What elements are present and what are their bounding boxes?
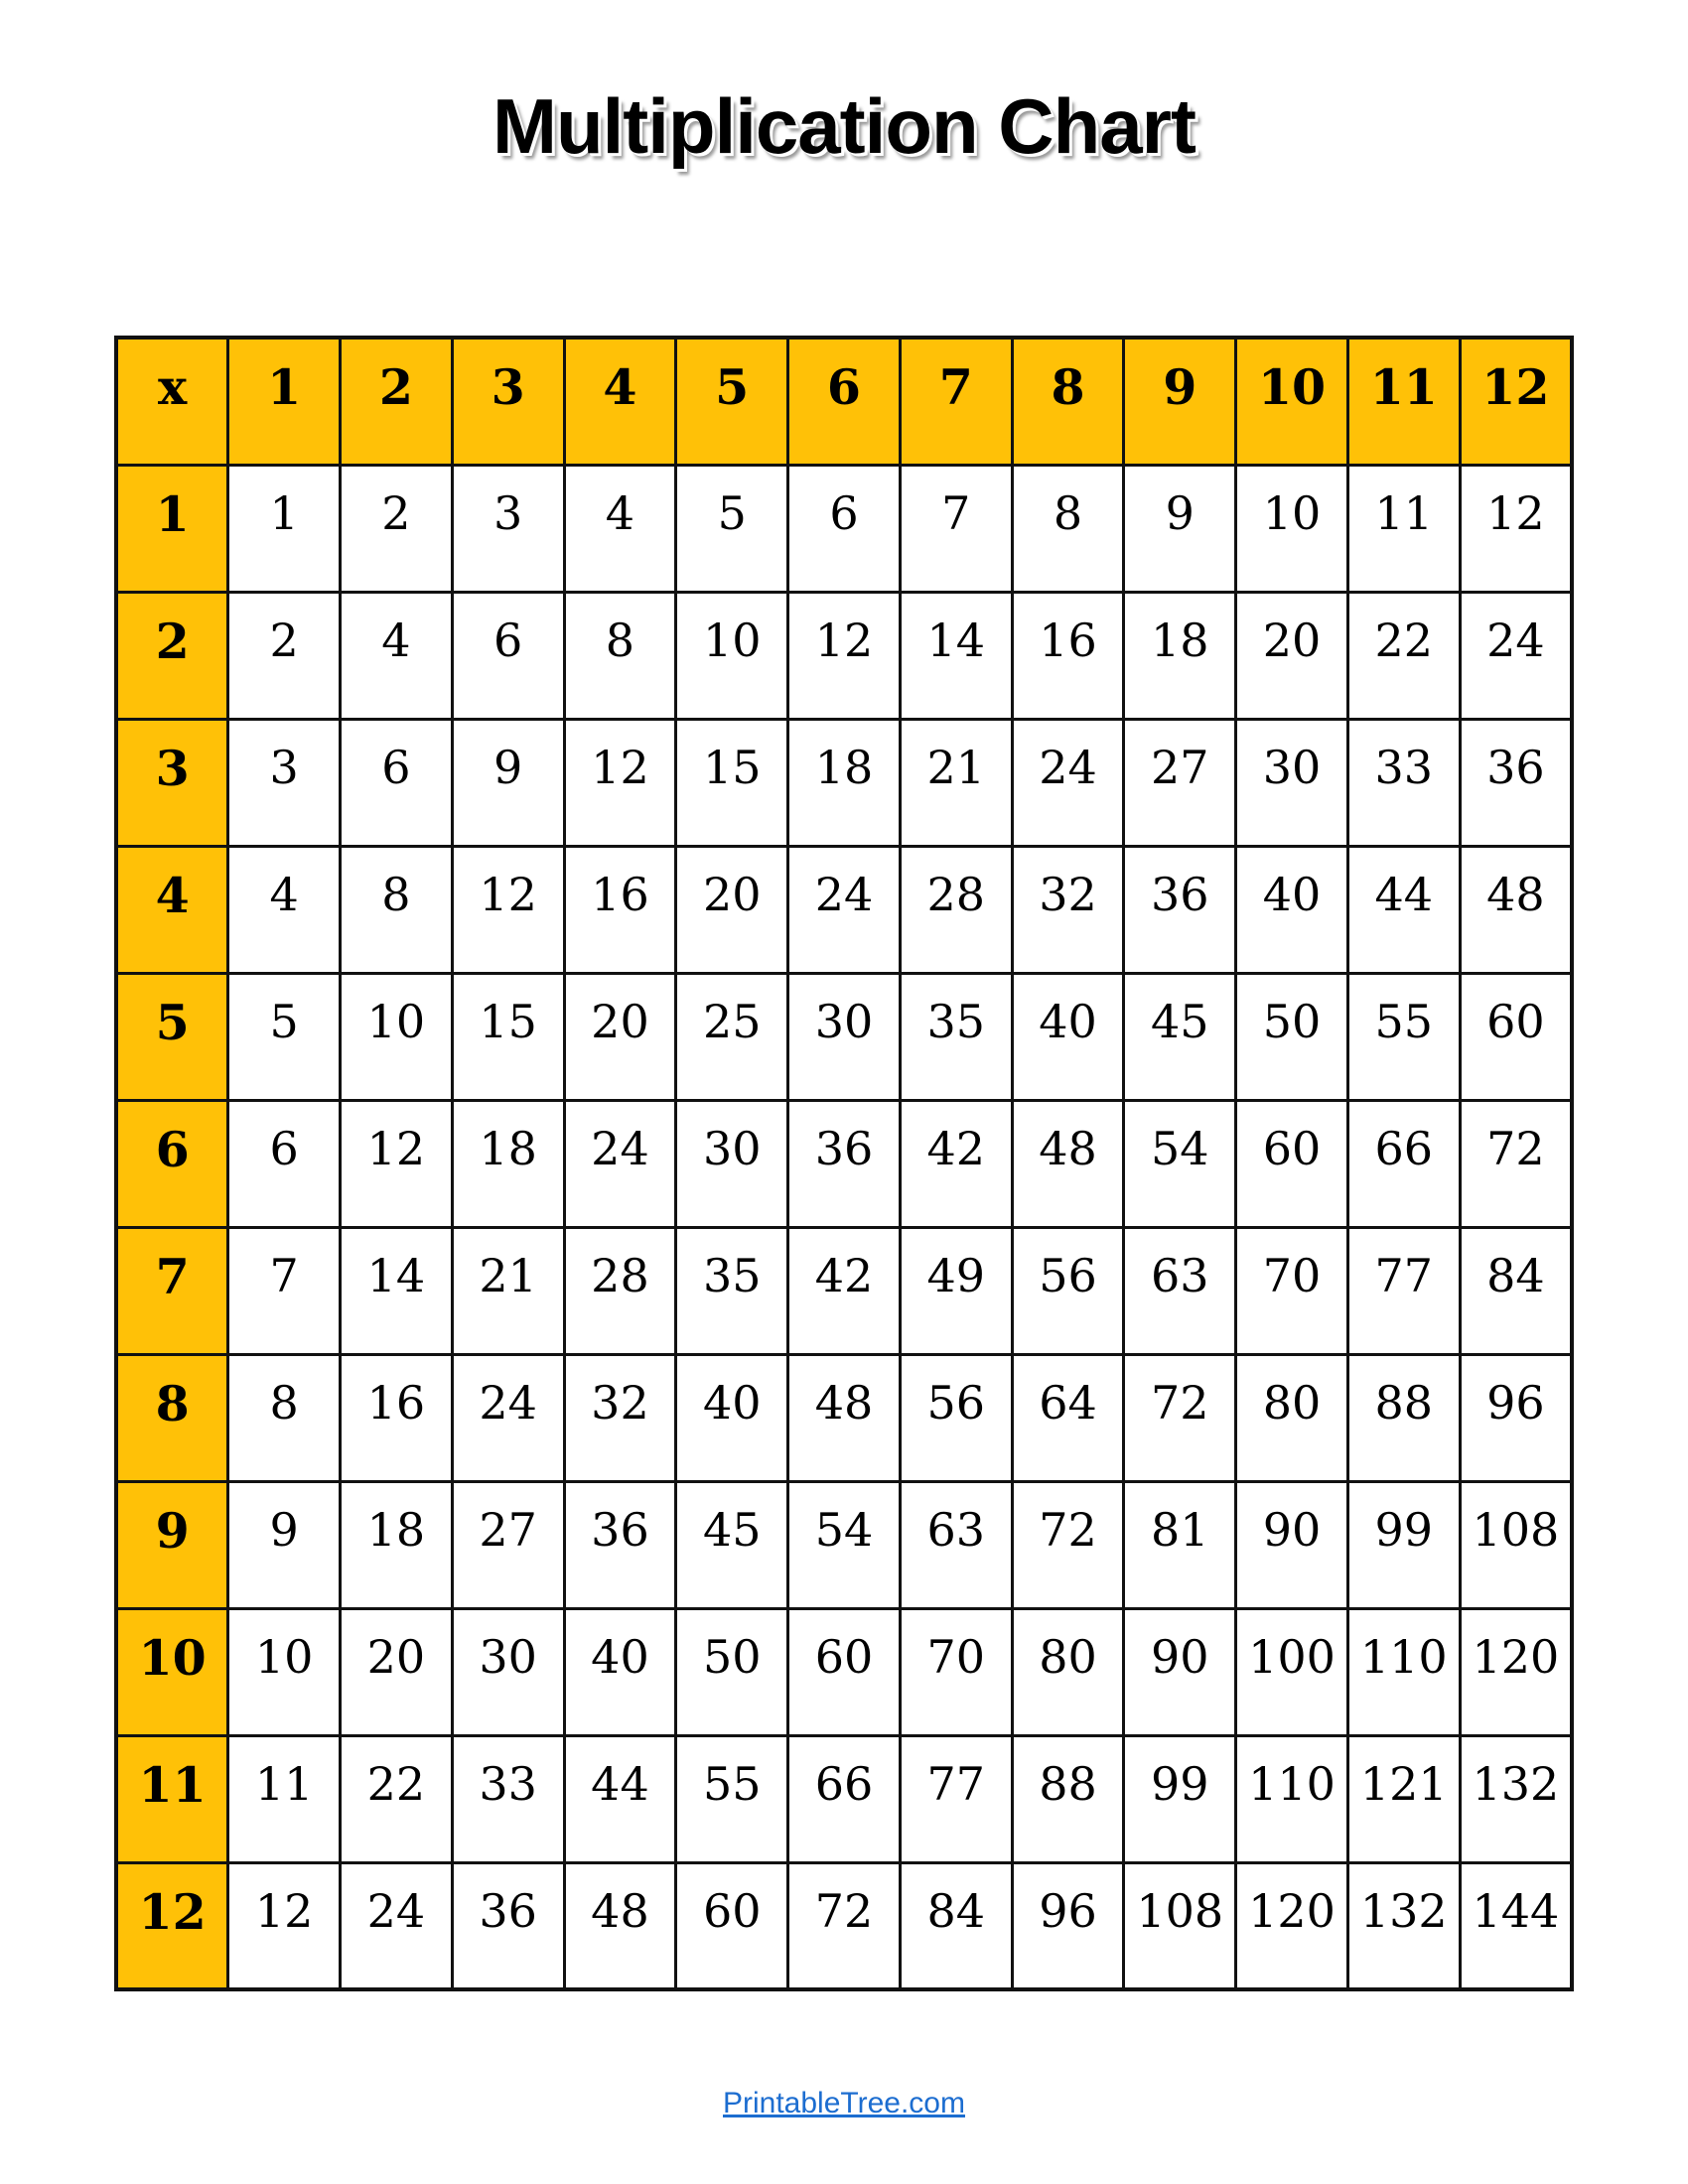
value-cell: 18 [788, 719, 901, 846]
value-cell: 32 [564, 1354, 676, 1481]
col-header-cell-9: 9 [1124, 338, 1236, 465]
row-header-cell-12: 12 [116, 1862, 228, 1989]
value-cell: 21 [452, 1227, 564, 1354]
value-cell: 8 [564, 592, 676, 719]
row-header-cell-9: 9 [116, 1481, 228, 1608]
value-cell: 28 [900, 846, 1012, 973]
row-header-cell-4: 4 [116, 846, 228, 973]
value-cell: 132 [1347, 1862, 1460, 1989]
value-cell: 44 [1347, 846, 1460, 973]
value-cell: 4 [341, 592, 453, 719]
value-cell: 8 [1012, 465, 1124, 592]
table-header-row [116, 338, 1572, 465]
value-cell: 12 [564, 719, 676, 846]
value-cell: 22 [1347, 592, 1460, 719]
value-cell: 12 [452, 846, 564, 973]
value-cell: 60 [1236, 1100, 1348, 1227]
col-header-cell-1: 1 [228, 338, 341, 465]
value-cell: 3 [452, 465, 564, 592]
col-header-cell-11: 11 [1347, 338, 1460, 465]
multiplication-table [114, 336, 1574, 1991]
value-cell: 27 [1124, 719, 1236, 846]
row-header-cell-3: 3 [116, 719, 228, 846]
value-cell: 6 [452, 592, 564, 719]
value-cell: 36 [788, 1100, 901, 1227]
table-row-1 [116, 465, 1572, 592]
value-cell: 40 [676, 1354, 788, 1481]
value-cell: 18 [1124, 592, 1236, 719]
col-header-cell-7: 7 [900, 338, 1012, 465]
value-cell: 42 [788, 1227, 901, 1354]
value-cell: 84 [1460, 1227, 1572, 1354]
value-cell: 110 [1347, 1608, 1460, 1735]
col-header-cell-6: 6 [788, 338, 901, 465]
value-cell: 11 [228, 1735, 341, 1862]
value-cell: 70 [1236, 1227, 1348, 1354]
value-cell: 22 [341, 1735, 453, 1862]
value-cell: 5 [228, 973, 341, 1100]
value-cell: 24 [1012, 719, 1124, 846]
value-cell: 99 [1347, 1481, 1460, 1608]
value-cell: 30 [788, 973, 901, 1100]
value-cell: 42 [900, 1100, 1012, 1227]
value-cell: 121 [1347, 1735, 1460, 1862]
value-cell: 35 [900, 973, 1012, 1100]
value-cell: 66 [788, 1735, 901, 1862]
value-cell: 81 [1124, 1481, 1236, 1608]
value-cell: 18 [452, 1100, 564, 1227]
value-cell: 24 [1460, 592, 1572, 719]
value-cell: 96 [1012, 1862, 1124, 1989]
value-cell: 9 [452, 719, 564, 846]
value-cell: 16 [341, 1354, 453, 1481]
row-header-cell-7: 7 [116, 1227, 228, 1354]
table-row-11 [116, 1735, 1572, 1862]
page-title: Multiplication Chart [492, 82, 1196, 170]
value-cell: 60 [676, 1862, 788, 1989]
value-cell: 50 [1236, 973, 1348, 1100]
value-cell: 54 [1124, 1100, 1236, 1227]
value-cell: 48 [1012, 1100, 1124, 1227]
row-header-cell-5: 5 [116, 973, 228, 1100]
table-header [116, 338, 1572, 465]
value-cell: 16 [564, 846, 676, 973]
value-cell: 48 [788, 1354, 901, 1481]
row-header-cell-1: 1 [116, 465, 228, 592]
value-cell: 6 [341, 719, 453, 846]
value-cell: 90 [1124, 1608, 1236, 1735]
value-cell: 54 [788, 1481, 901, 1608]
col-header-cell-4: 4 [564, 338, 676, 465]
value-cell: 6 [788, 465, 901, 592]
value-cell: 20 [341, 1608, 453, 1735]
value-cell: 12 [341, 1100, 453, 1227]
value-cell: 1 [228, 465, 341, 592]
col-header-cell-3: 3 [452, 338, 564, 465]
value-cell: 16 [1012, 592, 1124, 719]
value-cell: 24 [788, 846, 901, 973]
col-header-cell-8: 8 [1012, 338, 1124, 465]
value-cell: 12 [1460, 465, 1572, 592]
value-cell: 25 [676, 973, 788, 1100]
value-cell: 5 [676, 465, 788, 592]
value-cell: 32 [1012, 846, 1124, 973]
value-cell: 45 [676, 1481, 788, 1608]
col-header-cell-2: 2 [341, 338, 453, 465]
value-cell: 80 [1012, 1608, 1124, 1735]
value-cell: 15 [676, 719, 788, 846]
value-cell: 30 [452, 1608, 564, 1735]
value-cell: 66 [1347, 1100, 1460, 1227]
value-cell: 48 [564, 1862, 676, 1989]
table-row-6 [116, 1100, 1572, 1227]
value-cell: 40 [1236, 846, 1348, 973]
footer [0, 2087, 1688, 2120]
value-cell: 45 [1124, 973, 1236, 1100]
value-cell: 84 [900, 1862, 1012, 1989]
value-cell: 10 [341, 973, 453, 1100]
value-cell: 110 [1236, 1735, 1348, 1862]
value-cell: 63 [900, 1481, 1012, 1608]
value-cell: 35 [676, 1227, 788, 1354]
table-body [116, 465, 1572, 1989]
value-cell: 60 [788, 1608, 901, 1735]
value-cell: 72 [1460, 1100, 1572, 1227]
value-cell: 15 [452, 973, 564, 1100]
value-cell: 90 [1236, 1481, 1348, 1608]
table-row-8 [116, 1354, 1572, 1481]
value-cell: 49 [900, 1227, 1012, 1354]
value-cell: 36 [452, 1862, 564, 1989]
value-cell: 44 [564, 1735, 676, 1862]
value-cell: 56 [1012, 1227, 1124, 1354]
row-header-cell-8: 8 [116, 1354, 228, 1481]
value-cell: 14 [900, 592, 1012, 719]
value-cell: 36 [1460, 719, 1572, 846]
value-cell: 20 [564, 973, 676, 1100]
value-cell: 60 [1460, 973, 1572, 1100]
value-cell: 11 [1347, 465, 1460, 592]
col-header-cell-10: 10 [1236, 338, 1348, 465]
table-row-9 [116, 1481, 1572, 1608]
value-cell: 33 [452, 1735, 564, 1862]
value-cell: 120 [1460, 1608, 1572, 1735]
value-cell: 100 [1236, 1608, 1348, 1735]
value-cell: 50 [676, 1608, 788, 1735]
row-header-cell-2: 2 [116, 592, 228, 719]
value-cell: 96 [1460, 1354, 1572, 1481]
col-header-cell-12: 12 [1460, 338, 1572, 465]
value-cell: 7 [228, 1227, 341, 1354]
value-cell: 9 [228, 1481, 341, 1608]
value-cell: 77 [900, 1735, 1012, 1862]
value-cell: 33 [1347, 719, 1460, 846]
value-cell: 6 [228, 1100, 341, 1227]
value-cell: 132 [1460, 1735, 1572, 1862]
table-row-7 [116, 1227, 1572, 1354]
value-cell: 8 [341, 846, 453, 973]
value-cell: 108 [1460, 1481, 1572, 1608]
value-cell: 20 [676, 846, 788, 973]
row-header-cell-10: 10 [116, 1608, 228, 1735]
table-row-5 [116, 973, 1572, 1100]
corner-cell: x [116, 338, 228, 465]
value-cell: 55 [1347, 973, 1460, 1100]
value-cell: 77 [1347, 1227, 1460, 1354]
value-cell: 12 [228, 1862, 341, 1989]
value-cell: 24 [341, 1862, 453, 1989]
value-cell: 4 [228, 846, 341, 973]
value-cell: 21 [900, 719, 1012, 846]
value-cell: 24 [452, 1354, 564, 1481]
value-cell: 36 [1124, 846, 1236, 973]
value-cell: 10 [1236, 465, 1348, 592]
value-cell: 48 [1460, 846, 1572, 973]
table-row-2 [116, 592, 1572, 719]
value-cell: 80 [1236, 1354, 1348, 1481]
value-cell: 2 [228, 592, 341, 719]
value-cell: 63 [1124, 1227, 1236, 1354]
value-cell: 12 [788, 592, 901, 719]
value-cell: 2 [341, 465, 453, 592]
row-header-cell-11: 11 [116, 1735, 228, 1862]
value-cell: 40 [564, 1608, 676, 1735]
value-cell: 10 [676, 592, 788, 719]
value-cell: 70 [900, 1608, 1012, 1735]
value-cell: 72 [788, 1862, 901, 1989]
value-cell: 3 [228, 719, 341, 846]
value-cell: 120 [1236, 1862, 1348, 1989]
value-cell: 18 [341, 1481, 453, 1608]
value-cell: 30 [676, 1100, 788, 1227]
value-cell: 4 [564, 465, 676, 592]
value-cell: 7 [900, 465, 1012, 592]
table-row-3 [116, 719, 1572, 846]
value-cell: 99 [1124, 1735, 1236, 1862]
value-cell: 27 [452, 1481, 564, 1608]
value-cell: 72 [1124, 1354, 1236, 1481]
table-row-4 [116, 846, 1572, 973]
value-cell: 56 [900, 1354, 1012, 1481]
value-cell: 144 [1460, 1862, 1572, 1989]
value-cell: 24 [564, 1100, 676, 1227]
value-cell: 72 [1012, 1481, 1124, 1608]
table-row-12 [116, 1862, 1572, 1989]
value-cell: 36 [564, 1481, 676, 1608]
table-row-10 [116, 1608, 1572, 1735]
value-cell: 88 [1347, 1354, 1460, 1481]
value-cell: 108 [1124, 1862, 1236, 1989]
value-cell: 64 [1012, 1354, 1124, 1481]
value-cell: 20 [1236, 592, 1348, 719]
value-cell: 28 [564, 1227, 676, 1354]
value-cell: 88 [1012, 1735, 1124, 1862]
value-cell: 14 [341, 1227, 453, 1354]
value-cell: 40 [1012, 973, 1124, 1100]
col-header-cell-5: 5 [676, 338, 788, 465]
footer-link[interactable]: PrintableTree.com [723, 2087, 965, 2119]
row-header-cell-6: 6 [116, 1100, 228, 1227]
value-cell: 30 [1236, 719, 1348, 846]
value-cell: 8 [228, 1354, 341, 1481]
value-cell: 10 [228, 1608, 341, 1735]
value-cell: 9 [1124, 465, 1236, 592]
value-cell: 55 [676, 1735, 788, 1862]
